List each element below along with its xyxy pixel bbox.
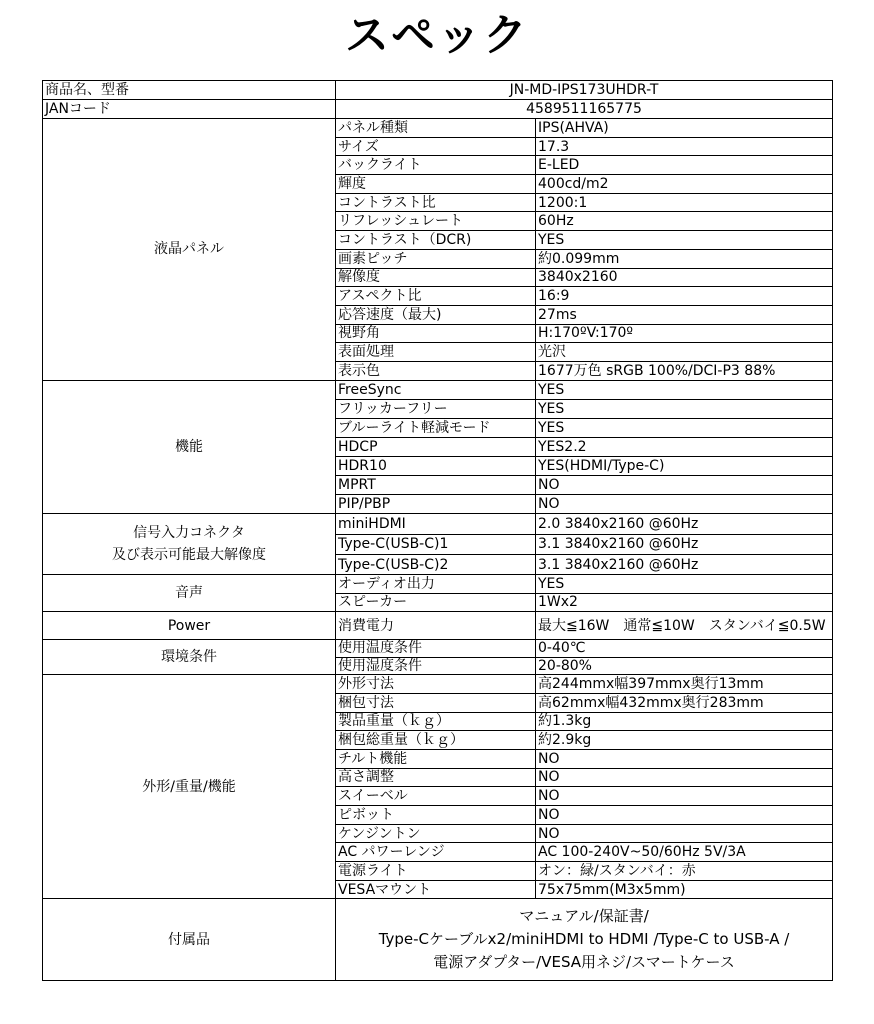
spec-item: HDCP	[336, 437, 536, 456]
category-cell	[43, 514, 336, 575]
spec-row	[43, 612, 833, 640]
category-label: Power	[167, 617, 211, 634]
spec-value: H:170ºV:170º	[536, 324, 833, 343]
spec-value: YES	[536, 231, 833, 250]
spec-value: 3.1 3840x2160 @60Hz	[536, 534, 833, 554]
spec-item: 高さ調整	[336, 768, 536, 787]
spec-value: 高62mmx幅432mmx奥行283mm	[536, 693, 833, 712]
spec-value: 最大≦16W 通常≦10W スタンバイ≦0.5W	[536, 612, 833, 640]
spec-item: 表示色	[336, 361, 536, 380]
spec-value: YES	[536, 575, 833, 594]
spec-item: 輝度	[336, 175, 536, 194]
accessory-line: 電源アダプター/VESA用ネジ/スマートケース	[433, 953, 735, 972]
spec-value: 0-40℃	[536, 640, 833, 658]
category-cell	[43, 119, 336, 381]
category-cell	[43, 612, 336, 640]
spec-value: NO	[536, 476, 833, 495]
spec-value: 16:9	[536, 287, 833, 306]
spec-item: 応答速度（最大)	[336, 305, 536, 324]
spec-item: Type-C(USB-C)1	[336, 534, 536, 554]
spec-item: コントラスト比	[336, 193, 536, 212]
spec-item: アスペクト比	[336, 287, 536, 306]
spec-value: オン：緑/スタンバイ：赤	[536, 862, 833, 881]
accessories-row	[43, 899, 833, 981]
spec-item: VESAマウント	[336, 880, 536, 899]
spec-value: 1Wx2	[536, 593, 833, 612]
spec-item: 表面処理	[336, 343, 536, 362]
spec-item: 外形寸法	[336, 675, 536, 694]
spec-row	[43, 119, 833, 138]
spec-value: YES	[536, 399, 833, 418]
spec-value: NO	[536, 805, 833, 824]
spec-item: パネル種類	[336, 119, 536, 138]
accessory-line: マニュアル/保証書/	[519, 907, 649, 926]
spec-item: ケンジントン	[336, 824, 536, 843]
spec-value: AC 100-240V~50/60Hz 5V/3A	[536, 843, 833, 862]
category-label: 信号入力コネクタ	[133, 525, 245, 542]
row-label: JANコード	[43, 100, 336, 119]
spec-value: NO	[536, 824, 833, 843]
accessory-line: Type-Cケーブルx2/miniHDMI to HDMI /Type-C to USB-A /	[378, 930, 790, 949]
spec-value: 75x75mm(M3x5mm)	[536, 880, 833, 899]
category-label: 外形/重量/機能	[142, 778, 236, 795]
spec-item: ピボット	[336, 805, 536, 824]
spec-row	[43, 640, 833, 658]
spec-value: 高244mmx幅397mmx奥行13mm	[536, 675, 833, 694]
spec-value: NO	[536, 749, 833, 768]
spec-item: 画素ピッチ	[336, 249, 536, 268]
spec-item: コントラスト（DCR)	[336, 231, 536, 250]
spec-row	[43, 380, 833, 399]
spec-value: 2.0 3840x2160 @60Hz	[536, 514, 833, 534]
page-title: スペック	[345, 10, 529, 61]
spec-value: 17.3	[536, 137, 833, 156]
spec-value: 光沢	[536, 343, 833, 362]
spec-item: 使用温度条件	[336, 640, 536, 658]
spec-value: YES	[536, 380, 833, 399]
spec-item: ブルーライト軽減モード	[336, 418, 536, 437]
spec-item: オーディオ出力	[336, 575, 536, 594]
spec-item: スイーベル	[336, 787, 536, 806]
spec-item: バックライト	[336, 156, 536, 175]
row-label: 商品名、型番	[43, 81, 336, 100]
spec-item: 使用湿度条件	[336, 657, 536, 675]
spec-item: FreeSync	[336, 380, 536, 399]
category-label: 音声	[175, 585, 203, 602]
spec-value: 1677万色 sRGB 100%/DCI-P3 88%	[536, 361, 833, 380]
spec-item: チルト機能	[336, 749, 536, 768]
spec-item: PIP/PBP	[336, 495, 536, 514]
spec-item: 電源ライト	[336, 862, 536, 881]
accessories-list	[336, 899, 833, 981]
spec-item: リフレッシュレート	[336, 212, 536, 231]
spec-value: 約0.099mm	[536, 249, 833, 268]
spec-value: 約2.9kg	[536, 731, 833, 750]
spec-item: 視野角	[336, 324, 536, 343]
spec-item: 梱包寸法	[336, 693, 536, 712]
spec-value: 20-80%	[536, 657, 833, 675]
spec-value: 約1.3kg	[536, 712, 833, 731]
spec-value: 3840x2160	[536, 268, 833, 287]
spec-item: 消費電力	[336, 612, 536, 640]
spec-row	[43, 81, 833, 100]
category-label: 環境条件	[161, 649, 217, 666]
row-value: JN-MD-IPS173UHDR-T	[336, 81, 833, 100]
category-cell	[43, 675, 336, 899]
spec-item: 製品重量（ｋｇ）	[336, 712, 536, 731]
category-label: 液晶パネル	[154, 241, 224, 258]
spec-table	[42, 80, 833, 981]
spec-value: NO	[536, 787, 833, 806]
spec-value: NO	[536, 495, 833, 514]
spec-value: YES2.2	[536, 437, 833, 456]
spec-value: 60Hz	[536, 212, 833, 231]
spec-row	[43, 100, 833, 119]
spec-value: 27ms	[536, 305, 833, 324]
spec-value: 1200:1	[536, 193, 833, 212]
category-label: 及び表示可能最大解像度	[112, 547, 266, 564]
spec-value: NO	[536, 768, 833, 787]
row-value: 4589511165775	[336, 100, 833, 119]
category-cell	[43, 640, 336, 675]
spec-item: miniHDMI	[336, 514, 536, 534]
spec-value: E-LED	[536, 156, 833, 175]
spec-item: 梱包総重量（ｋｇ）	[336, 731, 536, 750]
spec-value: 3.1 3840x2160 @60Hz	[536, 554, 833, 574]
spec-value: IPS(AHVA)	[536, 119, 833, 138]
spec-row	[43, 675, 833, 694]
spec-item: スピーカー	[336, 593, 536, 612]
spec-row	[43, 575, 833, 594]
spec-item: Type-C(USB-C)2	[336, 554, 536, 574]
spec-item: AC パワーレンジ	[336, 843, 536, 862]
spec-value: YES(HDMI/Type-C)	[536, 457, 833, 476]
category-cell	[43, 575, 336, 612]
spec-item: サイズ	[336, 137, 536, 156]
category-label: 機能	[175, 438, 203, 455]
spec-value: 400cd/m2	[536, 175, 833, 194]
category-cell	[43, 380, 336, 514]
spec-value: YES	[536, 418, 833, 437]
spec-item: MPRT	[336, 476, 536, 495]
category-label: 付属品	[43, 899, 336, 981]
spec-item: 解像度	[336, 268, 536, 287]
spec-item: HDR10	[336, 457, 536, 476]
spec-item: フリッカーフリー	[336, 399, 536, 418]
spec-row	[43, 514, 833, 534]
